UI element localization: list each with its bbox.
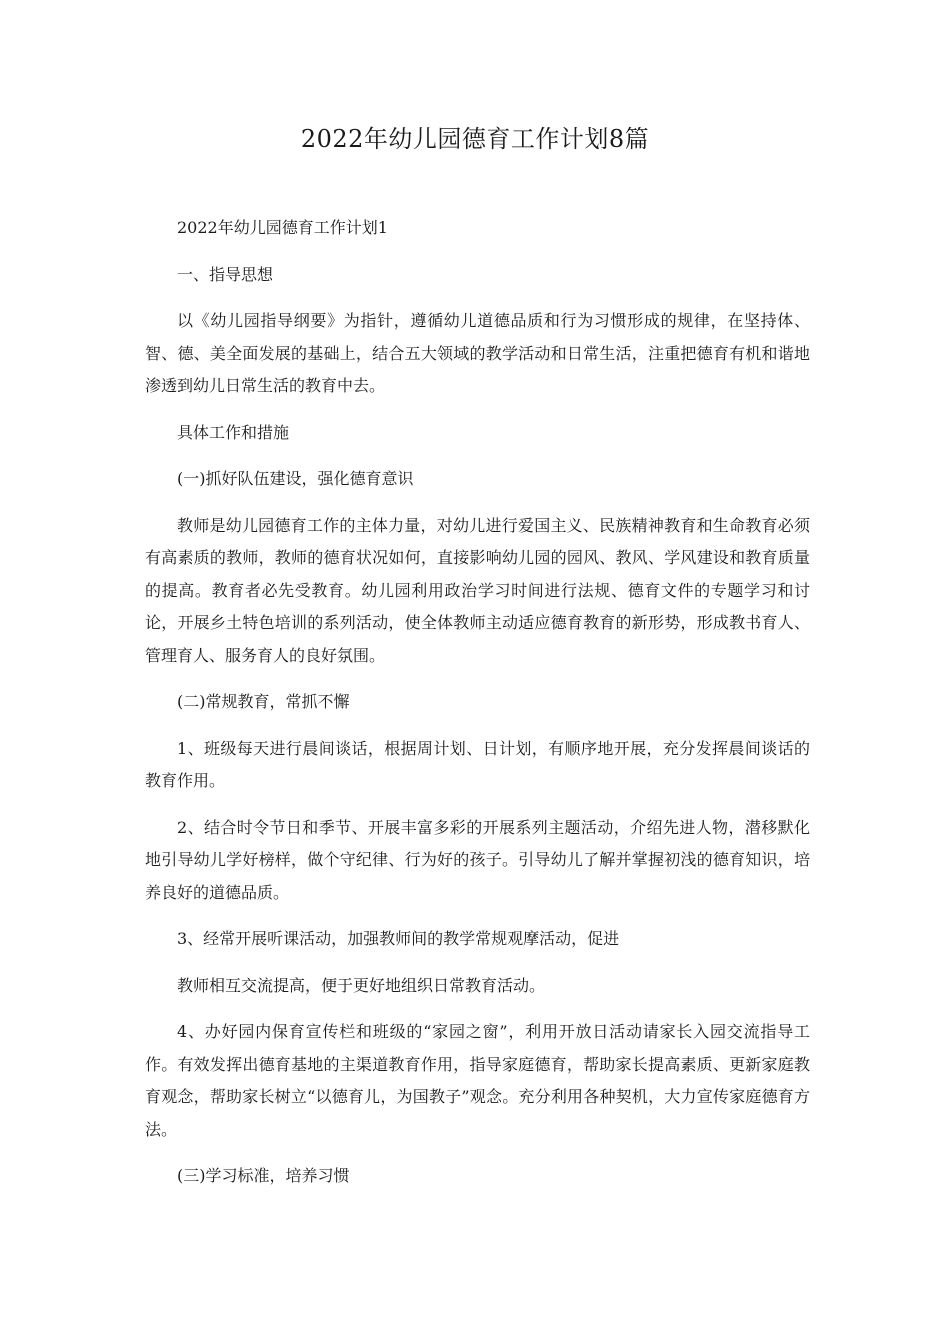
subsection-heading: (三)学习标准，培养习惯	[177, 1166, 350, 1185]
list-item: 2、结合时令节日和季节、开展丰富多彩的开展系列主题活动，介绍先进人物，潜移默化地引导幼儿学好榜样，做个守纪律、行为好的孩子。引导幼儿了解并掌握初浅的德育知识，培养良好的道德品质。	[145, 817, 810, 902]
document-body	[145, 212, 810, 1207]
paragraph: 教师相互交流提高，便于更好地组织日常教育活动。	[177, 975, 546, 995]
paragraph: 教师是幼儿园德育工作的主体力量，对幼儿进行爱国主义、民族精神教育和生命教育必须有高素质的教师，教师的德育状况如何，直接影响幼儿园的园风、教风、学风建设和教育质量的提高。教育者必先受教育。幼儿园利用政治学习时间进行法规、德育文件的专题学习和讨论，开展乡土特色培训的系列活动，使全体教师主动适应德育教育的新形势，形成教书育人、管理育人、服务育人的良好氛围。	[145, 515, 810, 665]
subsection-heading: 一、指导思想	[177, 264, 274, 284]
list-item: 1、班级每天进行晨间谈话，根据周计划、日计划，有顺序地开展，充分发挥晨间谈话的教育作用。	[145, 738, 810, 790]
section-heading: 2022年幼儿园德育工作计划1	[177, 218, 388, 237]
subsection-heading: (一)抓好队伍建设，强化德育意识	[177, 469, 414, 488]
list-item: 3、经常开展听课活动，加强教师间的教学常规观摩活动，促进	[177, 929, 620, 948]
subsection-heading: 具体工作和措施	[177, 422, 290, 442]
document-title: 2022年幼儿园德育工作计划8篇	[300, 125, 650, 153]
paragraph: 以《幼儿园指导纲要》为指针，遵循幼儿道德品质和行为习惯形成的规律，在坚持体、智、德、美全面发展的基础上，结合五大领域的教学活动和日常生活，注重把德育有机和谐地渗透到幼儿日常生活的教育中去。	[145, 311, 810, 395]
list-item: 4、办好园内保育宣传栏和班级的“家园之窗”，利用开放日活动请家长入园交流指导工作。有效发挥出德育基地的主渠道教育作用，指导家庭德育，帮助家长提高素质、更新家庭教育观念，帮助家长树立“以德育儿，为国教子”观念。充分利用各种契机，大力宣传家庭德育方法。	[145, 1022, 810, 1139]
subsection-heading: (二)常规教育，常抓不懈	[177, 692, 350, 711]
